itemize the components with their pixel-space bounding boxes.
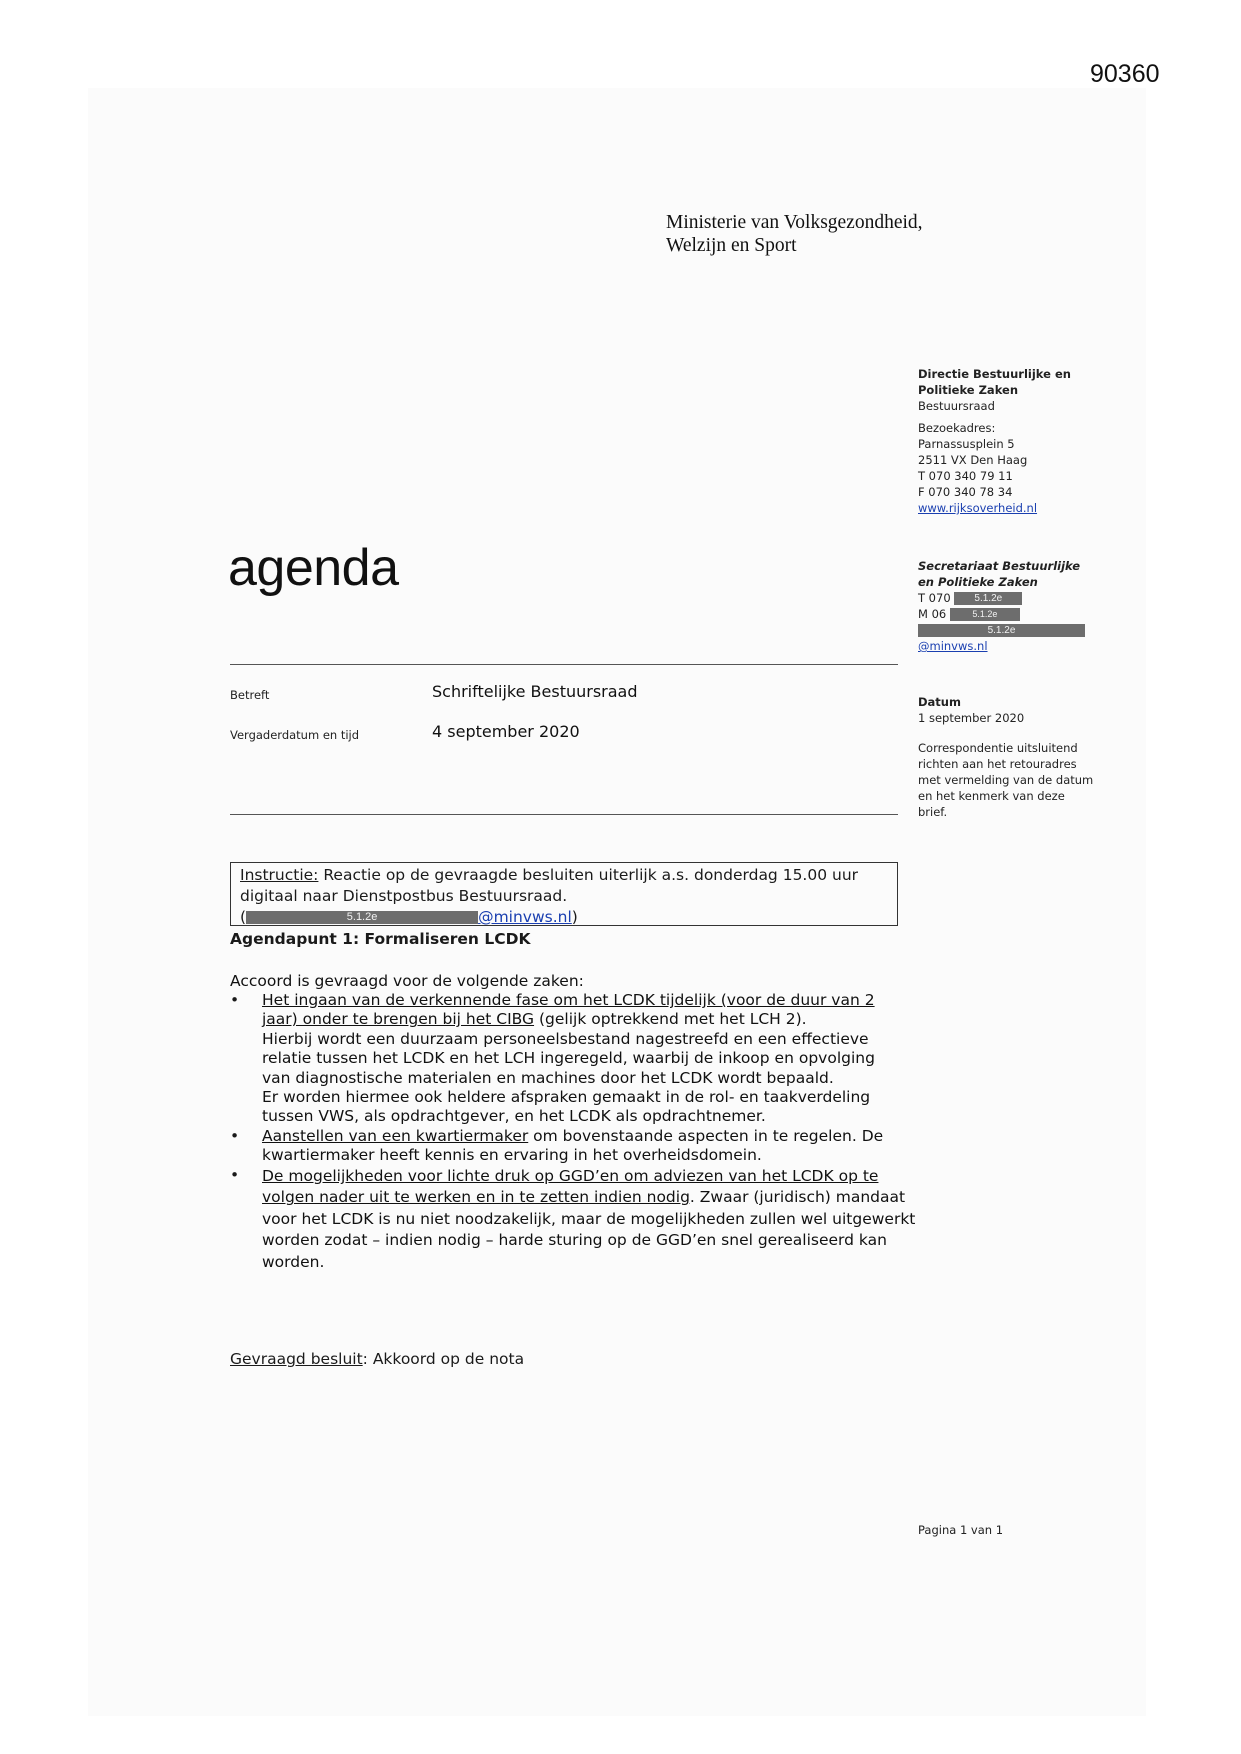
paren: )	[571, 908, 578, 926]
vergaderdatum-value: 4 september 2020	[432, 722, 580, 741]
instruction-text: Reactie op de gevraagde besluiten uiterlijk a.s. donderdag 15.00 uur	[318, 866, 859, 884]
correspondence-line: brief.	[918, 805, 948, 819]
decision-text: : Akkoord op de nota	[362, 1350, 525, 1368]
instruction-box	[230, 862, 898, 926]
redaction-box: 5.1.2e	[954, 592, 1022, 605]
phone: T 070 340 79 11	[918, 469, 1013, 483]
text-line: Hierbij wordt een duurzaam personeelsbestand nagestreefd en een effectieve	[262, 1029, 869, 1048]
redaction-box: 5.1.2e	[246, 911, 478, 924]
bullet-icon: •	[230, 1166, 240, 1184]
text-line: om bovenstaande aspecten in te regelen. De	[528, 1127, 884, 1145]
text-line: kwartiermaker heeft kennis en ervaring in het overheidsdomein.	[262, 1146, 762, 1165]
secretariaat-line-2: en Politieke Zaken	[918, 575, 1038, 589]
city: 2511 VX Den Haag	[918, 453, 1028, 467]
correspondence-line: en het kenmerk van deze	[918, 789, 1065, 803]
decision-line	[230, 1350, 524, 1368]
divider	[230, 814, 898, 815]
text-line-underlined: De mogelijkheden voor lichte druk op GGD’en om adviezen van het LCDK op te	[262, 1167, 879, 1185]
ministry-line-1: Ministerie van Volksgezondheid,	[666, 212, 923, 233]
bullet-icon: •	[230, 1127, 240, 1145]
redaction-box: 5.1.2e	[918, 624, 1085, 637]
agenda-item-heading: Agendapunt 1: Formaliseren LCDK	[230, 930, 531, 948]
decision-label: Gevraagd besluit	[230, 1350, 363, 1368]
instruction-label: Instructie:	[240, 866, 319, 884]
instruction-email-link[interactable]: @minvws.nl	[478, 908, 572, 926]
website-link[interactable]: www.rijksoverheid.nl	[918, 501, 1038, 515]
correspondence-line: Correspondentie uitsluitend	[918, 741, 1078, 755]
directie-line-1: Directie Bestuurlijke en	[918, 367, 1071, 381]
divider	[230, 664, 898, 665]
fax: F 070 340 78 34	[918, 485, 1013, 499]
page-title: agenda	[228, 539, 399, 597]
document-number: 90360	[1090, 60, 1160, 88]
correspondence-line: met vermelding van de datum	[918, 773, 1094, 787]
bullet-item-2	[262, 1127, 883, 1166]
paren: (	[240, 908, 247, 926]
text-line: tussen VWS, als opdrachtgever, en het LCDK als opdrachtnemer.	[262, 1107, 766, 1126]
text-line: relatie tussen het LCDK en het LCH ingeregeld, waarbij de inkoop en opvolging	[262, 1049, 875, 1068]
sec-mobile-prefix: M 06	[918, 607, 947, 621]
bullet-item-3	[262, 1166, 915, 1273]
agenda-item-intro: Accoord is gevraagd voor de volgende zaken:	[230, 972, 584, 990]
text-line: Het ingaan van de verkennende fase om het LCDK tijdelijk (voor de duur van 2	[262, 991, 875, 1009]
bullet-item-1	[262, 991, 875, 1127]
betreft-value: Schriftelijke Bestuursraad	[432, 682, 638, 701]
ministry-line-2: Welzijn en Sport	[666, 235, 797, 256]
secretariaat-line-1: Secretariaat Bestuurlijke	[918, 559, 1081, 573]
datum-value: 1 september 2020	[918, 711, 1025, 725]
directie-line-2: Politieke Zaken	[918, 383, 1019, 397]
sec-phone-prefix: T 070	[918, 591, 951, 605]
text-line: van diagnostische materialen en machines door het LCDK wordt bepaald.	[262, 1068, 834, 1087]
bullet-icon: •	[230, 991, 240, 1009]
vergaderdatum-label: Vergaderdatum en tijd	[230, 728, 360, 742]
street: Parnassusplein 5	[918, 437, 1015, 451]
text-line: worden.	[262, 1252, 325, 1271]
text-line: . Zwaar (juridisch) mandaat	[689, 1188, 906, 1207]
datum-label: Datum	[918, 695, 961, 709]
email-link[interactable]: @minvws.nl	[918, 639, 988, 653]
bezoekadres-label: Bezoekadres:	[918, 421, 996, 435]
sender-block	[918, 366, 1071, 516]
instruction-line-2: digitaal naar Dienstpostbus Bestuursraad.	[240, 887, 568, 905]
text-line: Er worden hiermee ook heldere afspraken gemaakt in de rol- en taakverdeling	[262, 1088, 871, 1107]
text-line-underlined: Aanstellen van een kwartiermaker	[262, 1127, 529, 1145]
page-number: Pagina 1 van 1	[918, 1523, 1004, 1537]
date-block	[918, 694, 1093, 820]
text-line-underlined: volgen nader uit te werken en in te zetten indien nodig	[262, 1188, 690, 1207]
correspondence-line: richten aan het retouradres	[918, 757, 1077, 771]
ministry-logo-text	[666, 211, 923, 257]
text-line: worden zodat – indien nodig – harde sturing op de GGD’en snel gerealiseerd kan	[262, 1231, 887, 1250]
betreft-label: Betreft	[230, 688, 270, 702]
redaction-box: 5.1.2e	[950, 608, 1020, 621]
text-line: voor het LCDK is nu niet noodzakelijk, maar de mogelijkheden zullen wel uitgewerkt	[262, 1209, 916, 1228]
secretariaat-block	[918, 558, 1085, 654]
text-line-underlined: jaar) onder te brengen bij het CIBG	[262, 1010, 535, 1029]
unit-name: Bestuursraad	[918, 399, 995, 413]
text-line: (gelijk optrekkend met het LCH 2).	[534, 1010, 807, 1029]
